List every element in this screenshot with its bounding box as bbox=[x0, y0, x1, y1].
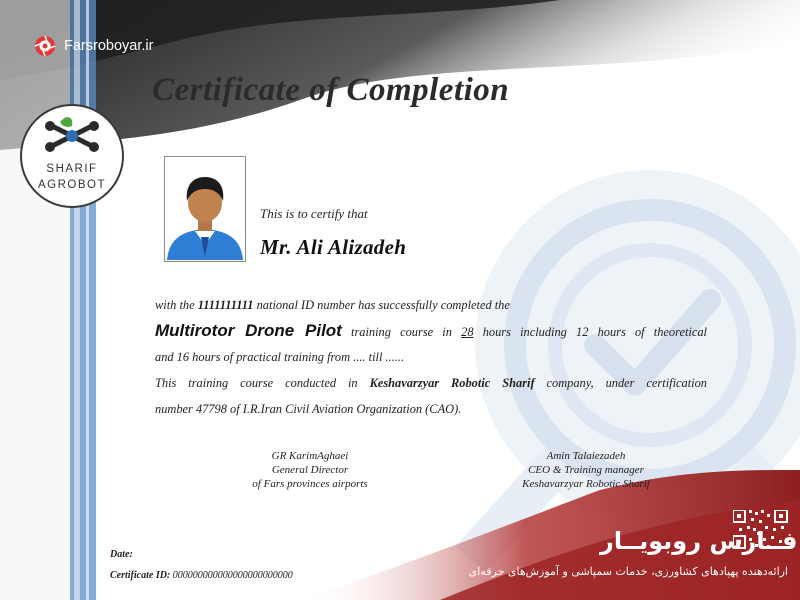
signatory-name: Amin Talaiezadeh bbox=[546, 450, 626, 462]
camera-aperture-icon bbox=[34, 35, 56, 57]
signatory-org: of Fars provinces airports bbox=[252, 478, 368, 490]
brand bbox=[34, 35, 153, 57]
company-name: Keshavarzyar Robotic Sharif bbox=[369, 376, 535, 390]
badge-line1: SHARIF bbox=[46, 163, 98, 175]
certificate-body bbox=[155, 292, 707, 422]
certify-text: This is to certify that bbox=[260, 206, 368, 221]
badge-line2: AGROBOT bbox=[37, 179, 107, 191]
date-label: Date: bbox=[110, 549, 133, 560]
persian-brand-name: فــارس روبویــار bbox=[600, 527, 798, 555]
body-line-2: Multirotor Drone Pilot training course in 28 hours including 12 hours of theoretical bbox=[155, 321, 707, 340]
national-id: 1111111111 bbox=[197, 298, 254, 312]
signatory-name: GR KarimAghaei bbox=[271, 450, 349, 462]
certificate-title: Certificate of Completion bbox=[152, 72, 510, 108]
signatory-role: General Director bbox=[271, 464, 349, 476]
persian-tagline: ارائه‌دهنده پهپادهای کشاورزی، خدمات سمپاشی و آموزش‌های حرفه‌ای bbox=[468, 565, 788, 578]
course-hours: 28 bbox=[461, 325, 474, 339]
signatory-org: Keshavarzyar Robotic Sharif bbox=[522, 478, 650, 490]
signature-block-2 bbox=[496, 449, 676, 491]
recipient-photo bbox=[164, 156, 246, 262]
body-line-1: with the 1111111111 national ID number has successfully completed the bbox=[155, 298, 510, 312]
signature-block-1 bbox=[220, 449, 400, 491]
user-avatar-icon bbox=[165, 157, 245, 261]
course-name: Multirotor Drone Pilot bbox=[155, 321, 342, 340]
body-line-3: and 16 hours of practical training from .... till ...... bbox=[155, 350, 405, 364]
certificate-id-value: 000000000000000000000000 bbox=[172, 570, 293, 581]
body-line-4: This training course conducted in Keshavarzyar Robotic Sharif company, under certification bbox=[155, 376, 707, 390]
signatory-role: CEO & Training manager bbox=[528, 464, 644, 476]
recipient-name: Mr. Ali Alizadeh bbox=[260, 235, 407, 259]
body-line-5: number 47798 of I.R.Iran Civil Aviation Organization (CAO). bbox=[155, 402, 462, 416]
sharif-agrobot-logo bbox=[20, 104, 124, 208]
brand-site: Farsroboyar.ir bbox=[64, 38, 154, 54]
certificate-id bbox=[110, 570, 293, 581]
certificate-id-label: Certificate ID: bbox=[110, 570, 171, 581]
left-decorative-stripe bbox=[0, 0, 150, 600]
